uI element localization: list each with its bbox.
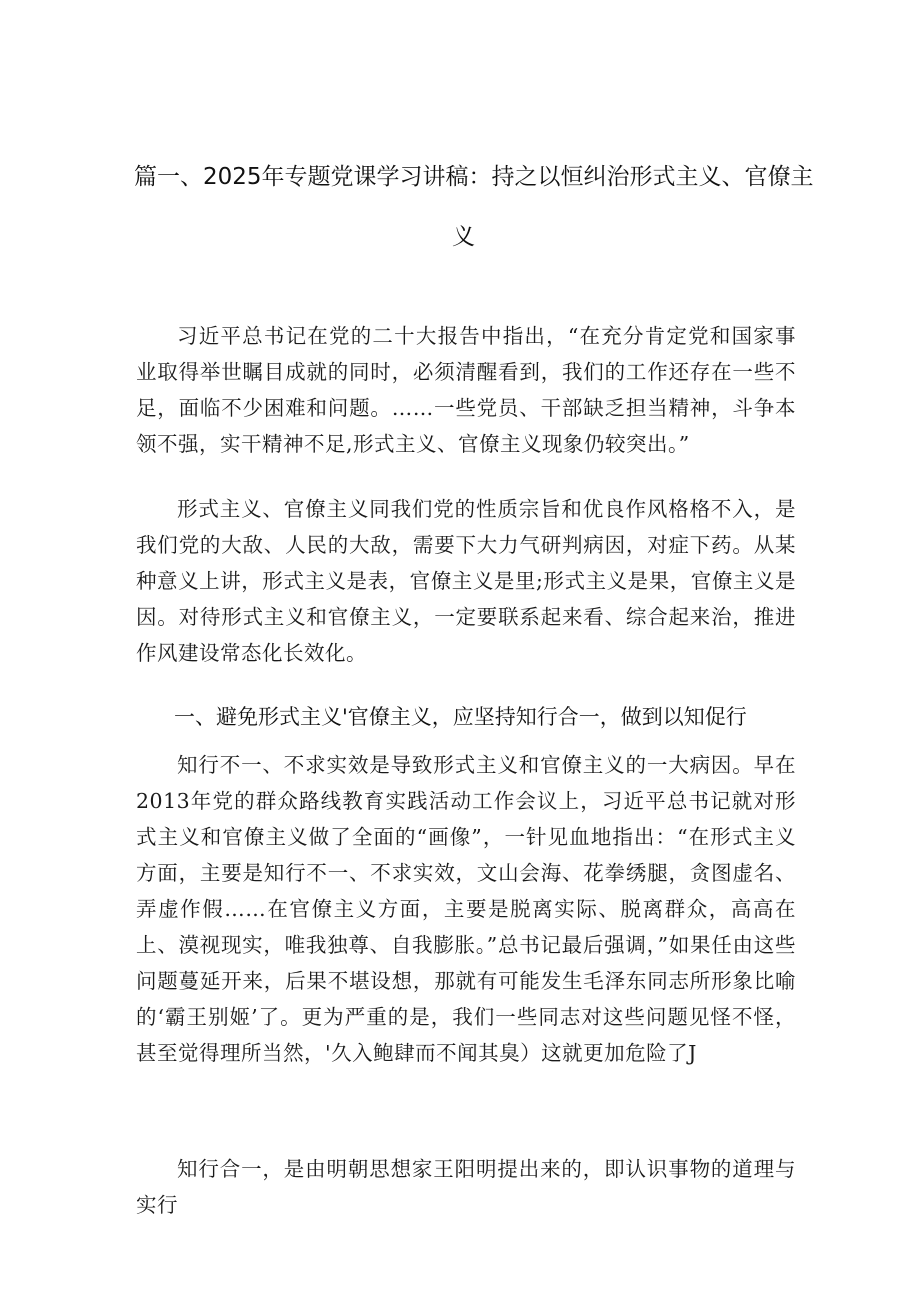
- paragraph-history: [136, 747, 796, 1071]
- paragraph-2-text: 形式主义、官僚主义同我们党的性质宗旨和优良作风格格不入，是我们党的大敌、人民的大敌，需要下大力气研判病因，对症下药。从某种意义上讲，形式主义是表，官僚主义是里;形式主义是果，官僚主义是因。对待形式主义和官僚主义，一定要联系起来看、综合起来治，推进作风建设常态化长效化。: [136, 497, 796, 665]
- section-heading-1: 一、避免形式主义'官僚主义，应坚持知行合一，做到以知促行: [174, 705, 747, 729]
- paragraph-3-text: 知行不一、不求实效是导致形式主义和官僚主义的一大病因。早在2013年党的群众路线教育实践活动工作会议上，习近平总书记就对形式主义和官僚主义做了全面的“画像”，一针见血地指出：“在形式主义方面，主要是知行不一、不求实效，文山会海、花拳绣腿，贪图虚名、弄虚作假……在官僚主义方面，主要是脱离实际、脱离群众，高高在上、漠视现实，唯我独尊、自我膨胀。”总书记最后强调，”如果任由这些问题蔓延开来，后果不堪设想，那就有可能发生毛泽东同志所形象比喻的‘霸王别姬’了。更为严重的是，我们一些同志对这些问题见怪不怪，甚至觉得理所当然，'久入鲍肆而不闻其臭）这就更加危险了J: [136, 753, 796, 1065]
- paragraph-4-text: 知行合一，是由明朝思想家王阳明提出来的，即认识事物的道理与实行: [136, 1157, 796, 1217]
- document-title-line-1: 篇一、2025年专题党课学习讲稿：持之以恒纠治形式主义、官僚主: [134, 164, 814, 190]
- document-title-line-2: 义: [452, 224, 475, 250]
- paragraph-quote: [136, 318, 796, 462]
- paragraph-analysis: [136, 491, 796, 671]
- paragraph-zhixingheyi: [136, 1151, 796, 1223]
- paragraph-1-text: 习近平总书记在党的二十大报告中指出，“在充分肯定党和国家事业取得举世瞩目成就的同时，必须清醒看到，我们的工作还存在一些不足，面临不少困难和问题。……一些党员、干部缺乏担当精神，斗争本领不强，实干精神不足,形式主义、官僚主义现象仍较突出。”: [136, 324, 796, 456]
